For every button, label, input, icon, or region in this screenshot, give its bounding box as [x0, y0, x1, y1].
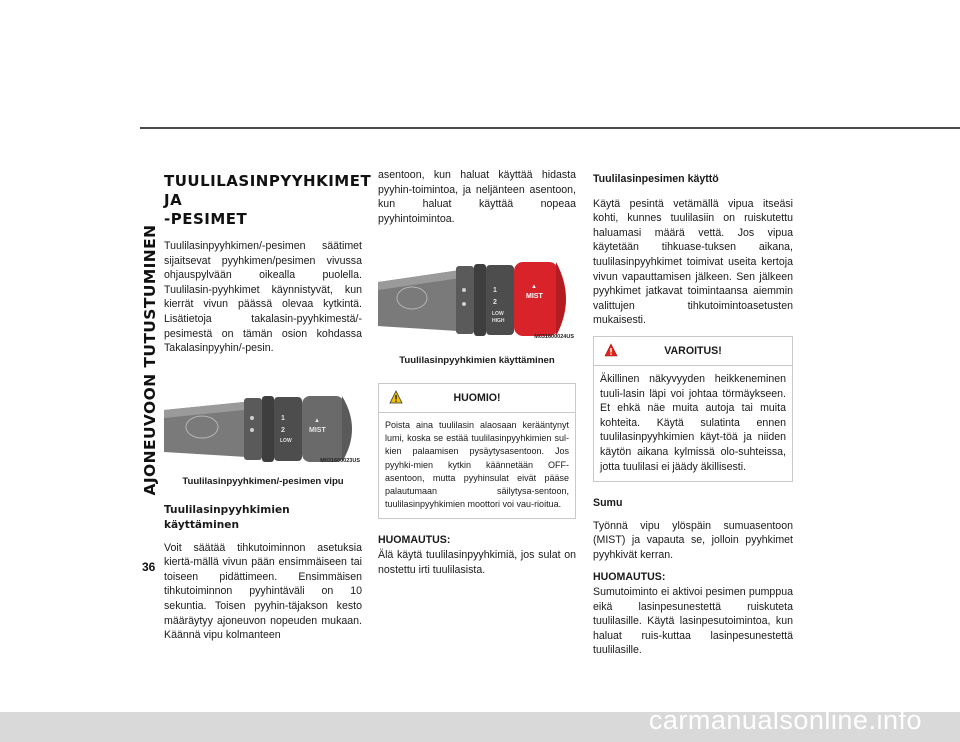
column-3 [593, 168, 793, 658]
heading-line-1: TUULILASINPYYHKIMET JA [164, 172, 372, 209]
page-number: 36 [142, 560, 156, 574]
section-title-vertical: AJONEUVOON TUTUSTUMINEN [141, 224, 159, 496]
lever-figure-1 [164, 394, 362, 471]
notice-body: Poista aina tuulilasin alaosaan kerääntynyt lumi, koska se estää tuulilasinpyyhkimien sul-kien palaamisen pysäytysasentoon. Jos pyyhki-mien kytkin käännetään OFF-asentoon, mutta pyyhinsulat eivät pääse palautumaan säilytysa-sentoon, tuulilasinpyyhkimien moottori voi vau-rioitua. [385, 419, 569, 510]
top-rule [140, 127, 960, 129]
note-body: Älä käytä tuulilasinpyyhkimiä, jos sulat on nostettu irti tuulilasista. [378, 548, 576, 576]
lever-arrow-label: ▲ [531, 284, 537, 291]
notice-title: HUOMIO! [453, 391, 501, 404]
lever-pos2-label: 2 [281, 426, 285, 434]
lever-pos1-label: 1 [281, 414, 285, 422]
warning-box [593, 336, 793, 482]
subheading: Tuulilasinpyyhkimien käyttäminen [164, 504, 290, 531]
figure-caption: Tuulilasinpyyhkimen/-pesimen vipu [182, 475, 344, 487]
column-2 [378, 168, 576, 577]
warning-triangle-icon [604, 343, 618, 357]
lever-figure-2 [378, 258, 576, 346]
warning-body: Äkillinen näkyvyyden heikkeneminen tuuli-lasin läpi voi johtaa törmäykseen. Et ehkä näe muita autoja tai muita kohteita. Käytä sulatinta ennen tuulilasinpyyhkimien käyt-töä ja niiden käytön aikana kylmissä olo-suhteissa, jotta tuulilasi ei jäädy äkillisesti. [600, 372, 786, 473]
figure-code: M031600024US [534, 333, 574, 340]
note-body: Sumutoiminto ei aktivoi pesimen pumppua eikä lasinpesunestettä ruiskuteta tuulilasille. Käytä lasinpesutoimintoa, kun haluat ruis-kuttaa lasinpesunestettä tuulilasille. [593, 586, 793, 657]
figure-caption: Tuulilasinpyyhkimien käyttäminen [399, 355, 555, 367]
continuation-paragraph: asentoon, kun haluat käyttää hidasta pyyhin-toimintoa, ja neljänteen asentoon, kun haluat käyttää nopeaa pyyhintoimintoa. [378, 169, 576, 225]
warning-title: VAROITUS! [664, 344, 722, 357]
subheading-washer: Tuulilasinpesimen käyttö [593, 173, 719, 185]
notice-header [379, 384, 575, 413]
lever-pos1-label: 1 [493, 287, 497, 295]
section-side-tab [139, 160, 161, 560]
figure-code: M031600023US [320, 458, 360, 465]
lever-high-label: HIGH [492, 318, 505, 325]
washer-paragraph: Käytä pesintä vetämällä vipua itseäsi kohti, kunnes tuulilasiin on ruiskutettu haluamasi määrä vettä. Jos vipua käytetään tihkuase-tuksen aikana, tuulilasinpyyhkimet toimivat useita kertoja vivun vapauttamisen jälkeen. Sen jälkeen pyyhkimet jatkavat toimintaansa aiemmin valittujen tihkutoimintoasetusten mukaisesti. [593, 197, 793, 327]
footer-watermark[interactable]: carmanualsonline.info [648, 705, 922, 735]
note-label: HUOMAUTUS: [593, 571, 666, 584]
lever-mist-label: MIST [309, 426, 326, 434]
section-heading [164, 172, 372, 229]
lever-pos2-label: 2 [493, 299, 497, 307]
notice-box [378, 383, 576, 519]
caution-triangle-icon [389, 390, 403, 404]
lever-low-label: LOW [280, 437, 292, 444]
warning-header [594, 337, 792, 366]
heading-line-2: -PESIMET [164, 210, 248, 228]
lever-arrow-label: ▲ [314, 417, 320, 424]
note-label: HUOMAUTUS: [378, 534, 451, 547]
lever-mist-label: MIST [526, 293, 543, 301]
body-paragraph: Voit säätää tihkutoiminnon asetuksia kiertä-mällä vivun pään ensimmäiseen tai toiseen pidättimeen. Ensimmäisen tihkutoiminnon pyyhintäväli on 10 sekuntia. Toisen pyyhin-täjakson kesto määräytyy ajoneuvon nopeuden mukaan. Käännä vipu kolmanteen [164, 541, 362, 642]
lever-low-label: LOW [492, 311, 504, 318]
mist-paragraph: Työnnä vipu ylöspäin sumuasentoon (MIST) ja vapauta se, jolloin pyyhkimet pyyhkivät kerran. [593, 519, 793, 561]
subheading-mist: Sumu [593, 497, 623, 510]
intro-paragraph: Tuulilasinpyyhkimen/-pesimen säätimet sijaitsevat pyyhkimen/pesimen vivussa ohjauspylvään oikealla puolella. Tuulilasin-pyyhkimet käynnistyvät, kun kierrät vivun päässä olevaa kytkintä. Lisätietoja takalasin-pyyhkimestä/-pesimestä on tämän osion kohdassa Takalasinpyyhin/-pesin. [164, 240, 362, 355]
column-1 [164, 168, 372, 643]
